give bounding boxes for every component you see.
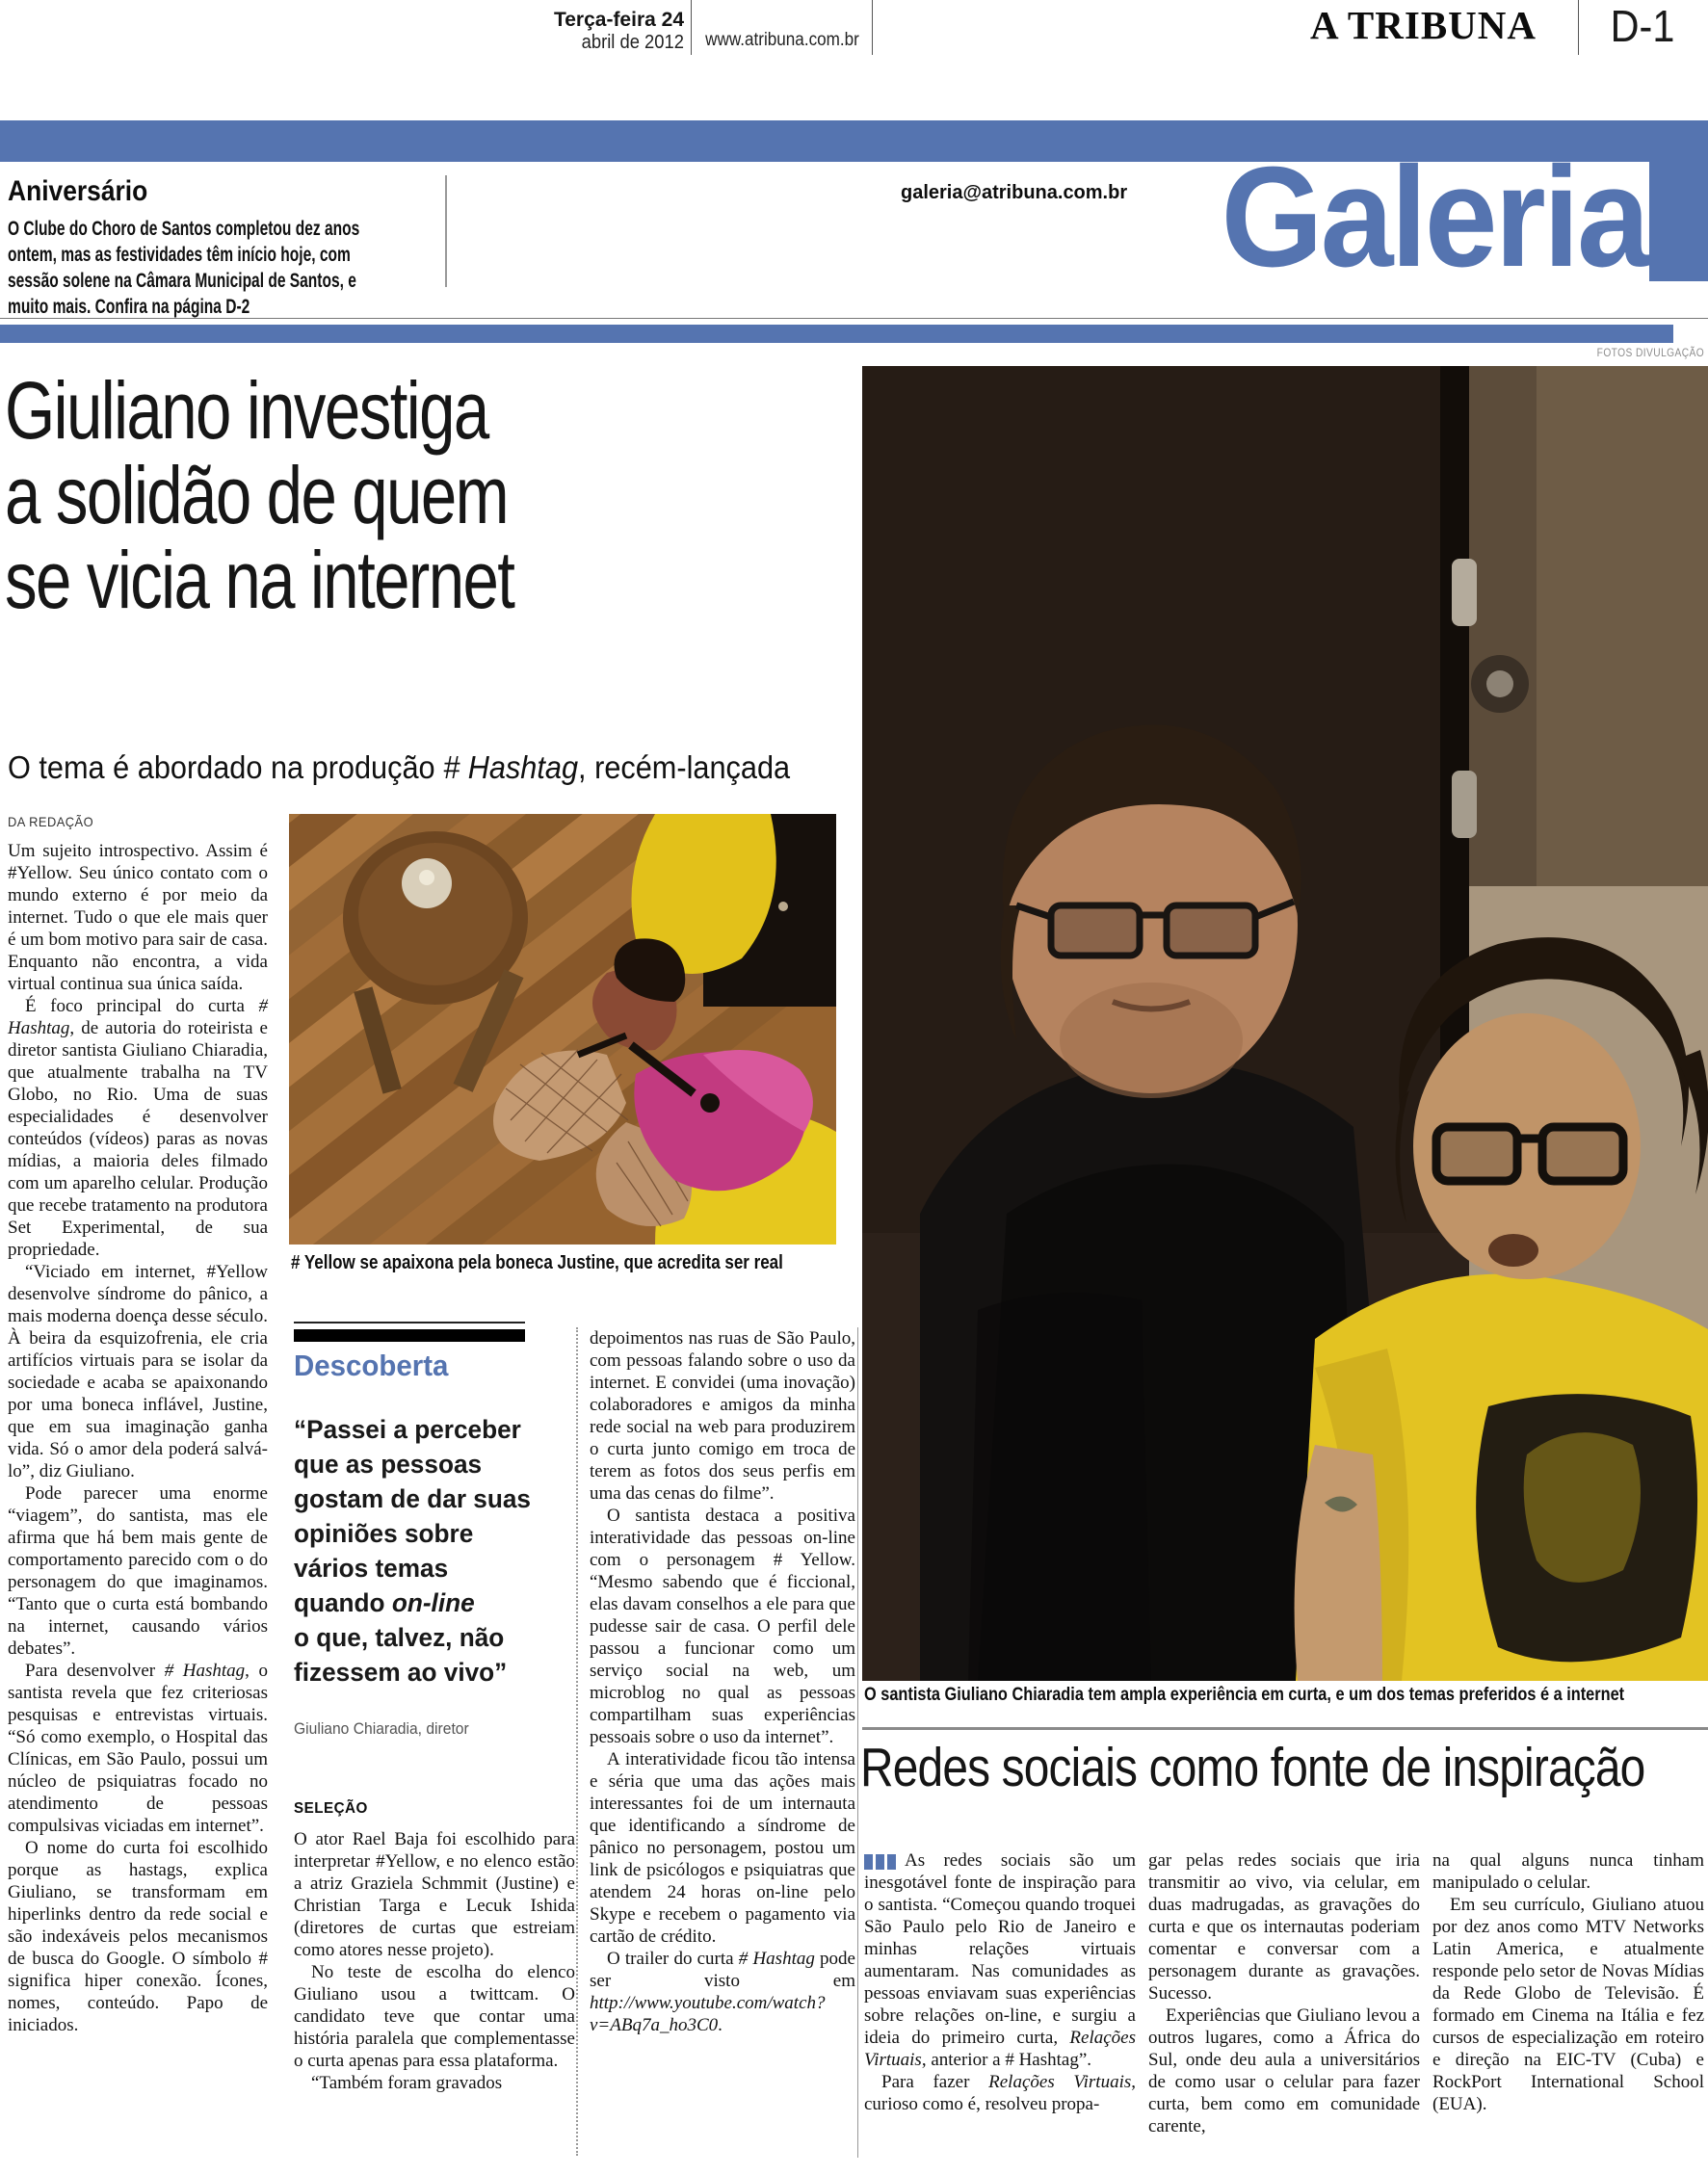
paragraph: O trailer do curta # Hashtag pode ser visto em http://www.youtube.com/watch?v=ABq7a_ho3C0. <box>590 1949 855 2035</box>
paragraph: na qual alguns nunca tinham manipulado o celular. <box>1432 1850 1704 1893</box>
page-number: D-1 <box>1610 1 1675 51</box>
quote-attribution: Giuliano Chiaradia, diretor <box>294 1719 469 1738</box>
paragraph: O nome do curta foi escolhido porque as hastags, explica Giuliano, se transformam em hiperlinks dentro da rede social e são indexáveis pelos mecanismos de busca do Google. O símbolo # significa hiper conexão. Ícones, nomes, conteúdo. Papo de iniciados. <box>8 1838 268 2035</box>
photo-caption-1: # Yellow se apaixona pela boneca Justine, que acredita ser real <box>291 1252 783 1273</box>
paragraph: Para fazer Relações Virtuais, curioso como é, resolveu propa- <box>864 2072 1136 2114</box>
main-headline-line: a solidão de quem <box>5 450 508 540</box>
paragraph: Para desenvolver # Hashtag, o santista revela que fez criteriosas pesquisas e entrevistas virtuais. “Só como exemplo, o Hospital das Clínicas, em São Paulo, possui um núcleo de psiquiatras focado no atendimento de pessoas compulsivas viciadas em internet”. <box>8 1661 268 1836</box>
paragraph: É foco principal do curta # Hashtag, de autoria do roteirista e diretor santista Giuliano Chiaradia, que atualmente trabalha na TV Globo, no Rio. Uma de suas especialidades é desenvolver conteúdos (vídeos) paras as novas mídias, a maioria deles filmado com um aparelho celular. Produção que recebe tratamento na produtora Set Experimental, de sua propriedade. <box>8 996 268 1260</box>
divider-hairline <box>0 318 1708 319</box>
article-column-1 <box>8 840 268 2036</box>
selecao-column <box>294 1828 575 2094</box>
main-headline-line: se vicia na internet <box>5 535 514 625</box>
divider-blue-bar <box>0 325 1673 343</box>
teaser-kicker: Aniversário <box>8 175 148 207</box>
photo-credit: FOTOS DIVULGAÇÃO <box>1596 346 1704 359</box>
box-heading-bar <box>294 1329 525 1342</box>
paragraph: As redes sociais são um inesgotável fonte de inspiração para o santista. “Começou quando troquei São Paulo pelo Rio de Janeiro e minhas relações virtuais aumentaram. Nas comunidades as pessoas enviavam suas experiências sobre relações on-line, e surgiu a ideia do primeiro curta, Relações Virtuais, anterior a # Hashtag”. <box>864 1850 1136 2070</box>
photo-giuliano-image <box>862 366 1708 1681</box>
paragraph: “Também foram gravados <box>311 2073 503 2093</box>
second-article-divider <box>862 1727 1708 1730</box>
second-headline: Redes sociais como fonte de inspiração <box>860 1737 1645 1798</box>
masthead-date: abril de 2012 <box>581 32 684 53</box>
masthead-divider <box>872 0 873 55</box>
section-email: galeria@atribuna.com.br <box>901 182 1128 203</box>
photo-yellow-justine-image <box>289 814 836 1245</box>
teaser-body: O Clube do Choro de Santos completou dez anos ontem, mas as festividades têm início hoje, com sessão solene na Câmara Municipal de Santos, e muito mais. Confira na página <box>8 218 360 318</box>
paragraph: gar pelas redes sociais que iria transmitir ao vivo, via celular, em duas madrugadas, as gravações do curta e que os internautas poderiam comentar e conversar com a personagem durante as gravações. Sucesso. <box>1148 1850 1420 2004</box>
photo-caption-2: O santista Giuliano Chiaradia tem ampla experiência em curta, e um dos temas preferidos é a internet <box>864 1685 1625 1705</box>
teaser-page-ref: D-2 <box>225 296 250 318</box>
masthead-divider <box>1578 0 1579 55</box>
box-hairline <box>294 1322 525 1323</box>
paragraph: depoimentos nas ruas de São Paulo, com pessoas falando sobre o uso da internet. E convidei (uma inovação) colaboradores e amigos da minha rede social na web para produzirem o curta junto comigo em troca de terem as fotos dos seus perfis em uma das cenas do filme”. <box>590 1328 855 1504</box>
photo-yellow-justine <box>289 814 836 1245</box>
masthead-divider <box>691 0 692 55</box>
pull-quote: “Passei a perceber que as pessoas gostam de dar suas opiniões sobre vários temas quando on-line o que, talvez, não fizessem ao vivo” <box>294 1415 531 1687</box>
paragraph: Experiências que Giuliano levou a outros lugares, como a África do Sul, onde deu aula a universitários de como usar o celular para fazer curta, bem como em comunidade carente, <box>1148 2005 1420 2136</box>
main-headline-line: Giuliano investiga <box>5 365 488 456</box>
second-article-column-2 <box>1148 1849 1420 2137</box>
descoberta-heading: Descoberta <box>294 1349 449 1382</box>
article-continuation-column <box>590 1327 855 2036</box>
masthead-website: www.atribuna.com.br <box>705 30 859 50</box>
column-divider-dotted <box>576 1327 578 2156</box>
section-band-tab <box>1649 120 1708 281</box>
subhead: O tema é abordado na produção # Hashtag, recém-lançada <box>8 749 791 785</box>
photo-giuliano <box>862 366 1708 1681</box>
paragraph: Em seu currículo, Giuliano atuou por dez anos como MTV Networks Latin America, e atualmente responde pelo setor de Novas Mídias da Rede Globo de Televisão. É formado em Cinema na Itália e fez cursos de especialização em roteiro e direção na EIC-TV (Cuba) e RockPort International School (EUA). <box>1432 1895 1704 2114</box>
teaser-text <box>8 216 379 320</box>
masthead-weekday: Terça-feira 24 <box>553 9 684 31</box>
byline: DA REDAÇÃO <box>8 814 94 829</box>
column-divider <box>857 1327 858 2158</box>
newspaper-logo: A TRIBUNA <box>1310 3 1537 47</box>
selecao-label: SELEÇÃO <box>294 1800 368 1817</box>
paragraph: No teste de escolha do elenco Giuliano usou a twittcam. O candidato teve que contar uma história paralela que complementasse o curta apenas para essa plataforma. <box>294 1962 575 2071</box>
second-article-column-1 <box>864 1849 1136 2115</box>
second-article-column-3 <box>1432 1849 1704 2115</box>
paragraph: Pode parecer uma enorme “viagem”, do santista, mas ele afirma que há bem mais gente de comportamento parecido com o do personagem do que imaginamos. “Tanto que o curta está bombando na internet, causando vários debates”. <box>8 1483 268 1659</box>
paragraph: A interatividade ficou tão intensa e séria que uma das ações mais interessantes foi de um internauta que identificando a síndrome de pânico no personagem, postou um link de psicólogos e psiquiatras que atendem 24 horas on-line pelo Skype e recebem o pagamento via cartão de crédito. <box>590 1749 855 1947</box>
section-logo: Galeria <box>1221 138 1647 297</box>
teaser-divider <box>445 175 447 287</box>
paragraph: O ator Rael Baja foi escolhido para interpretar #Yellow, e no elenco estão a atriz Graziela Schmmit (Justine) e Christian Targa e Lecuk Ishida (diretores de curtas que estreiam como atores nesse projeto). <box>294 1829 575 1960</box>
main-headline <box>5 365 756 625</box>
paragraph: Um sujeito introspectivo. Assim é #Yellow. Seu único contato com o mundo externo é por meio da internet. Tudo o que ele mais quer é um bom motivo para sair de casa. Enquanto não encontra, a vida virtual continua sua única saída. <box>8 841 268 994</box>
paragraph: “Viciado em internet, #Yellow desenvolve síndrome do pânico, a mais moderna doença desse século. À beira da esquizofrenia, ele cria artifícios virtuais para se isolar da sociedade e acaba se apaixonando por uma boneca inflável, Justine, que em sua imaginação ganha vida. Só o amor dela poderá salvá-lo”, diz Giuliano. <box>8 1262 268 1481</box>
paragraph: O santista destaca a positiva interatividade das pessoas on-line com o personagem # Yellow. “Mesmo sabendo que é ficcional, elas davam conselhos a ele para que pudesse sair de casa. O perfil dele passou a funcionar como um serviço social na web, um microblog no qual as pessoas compartilham suas experiências pessoais sobre o uso da internet”. <box>590 1506 855 1747</box>
